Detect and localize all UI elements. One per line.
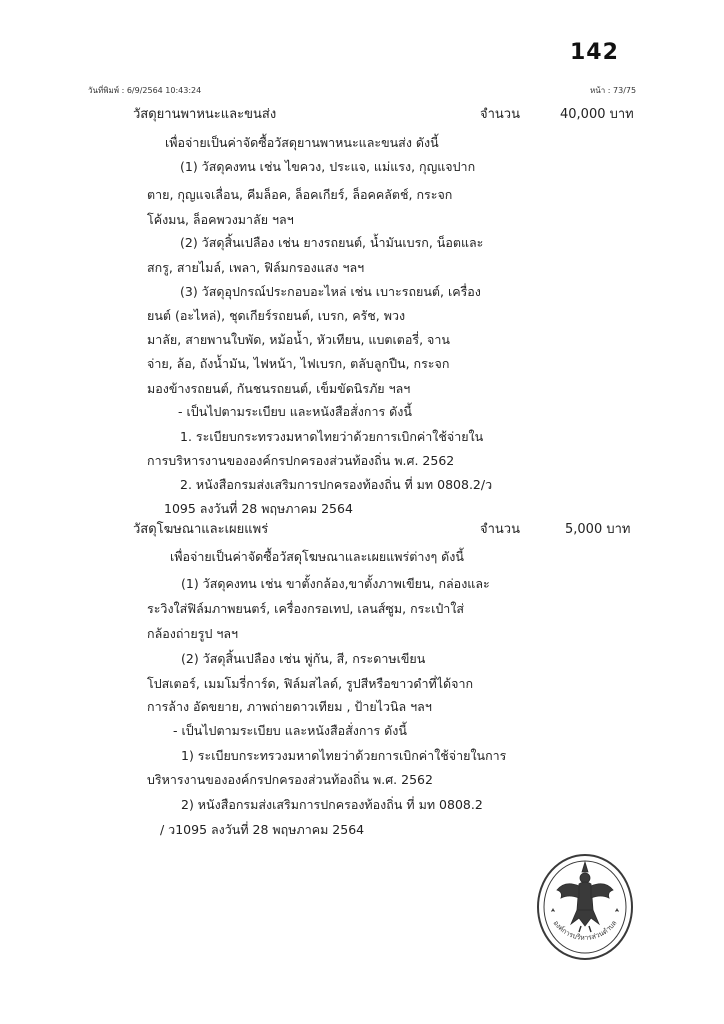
section-2-line: เพื่อจ่ายเป็นค่าจัดซื้อวัสดุโฆษณาและเผยแพร่ต่างๆ ดังนี้ [170, 549, 464, 564]
section-1-line: 1. ระเบียบกระทรวงมหาดไทยว่าด้วยการเบิกค่าใช้จ่ายใน [180, 429, 484, 444]
page-number: 142 [570, 40, 619, 65]
section-1-line: ยนต์ (อะไหล่), ชุดเกียร์รถยนต์, เบรก, ครัช, พวง [147, 308, 406, 323]
section-1-line: ตาย, กุญแจเลื่อน, คีมล็อค, ล็อคเกียร์, ล็อคคลัตช์, กระจก [147, 187, 453, 202]
garuda-emblem-icon [535, 852, 635, 962]
print-date: วันที่พิมพ์ : 6/9/2564 10:43:24 [88, 86, 202, 95]
section-1-line: โค้งมน, ล็อคพวงมาลัย ฯลฯ [147, 212, 294, 227]
section-1-amount-label: จำนวน [480, 107, 520, 122]
official-seal-stamp [535, 852, 635, 962]
section-2-line: (2) วัสดุสิ้นเปลือง เช่น พู่กัน, สี, กระดาษเขียน [181, 651, 426, 666]
section-2-title: วัสดุโฆษณาและเผยแพร่ [133, 522, 269, 537]
section-2-line: - เป็นไปตามระเบียบ และหนังสือสั่งการ ดังนี้ [173, 723, 407, 738]
section-2-line: 1) ระเบียบกระทรวงมหาดไทยว่าด้วยการเบิกค่าใช้จ่ายในการ [181, 748, 507, 763]
section-1-line: (1) วัสดุคงทน เช่น ไขควง, ประแจ, แม่แรง, กุญแจปาก [180, 159, 476, 174]
section-1-line: มองข้างรถยนต์, กันชนรถยนต์, เข็มขัดนิรภัย ฯลฯ [147, 381, 411, 396]
section-1-line: 2. หนังสือกรมส่งเสริมการปกครองท้องถิ่น ที่ มท 0808.2/ว [180, 477, 493, 492]
section-2-line: / ว1095 ลงวันที่ 28 พฤษภาคม 2564 [160, 822, 365, 837]
section-1-line: (3) วัสดุอุปกรณ์ประกอบอะไหล่ เช่น เบาะรถยนต์, เครื่อง [180, 284, 481, 299]
section-1-line: สกรู, สายไมล์, เพลา, ฟิล์มกรองแสง ฯลฯ [147, 260, 365, 275]
section-1-line: จ่าย, ล้อ, ถังน้ำมัน, ไฟหน้า, ไฟเบรก, ตลับลูกปืน, กระจก [147, 356, 450, 371]
section-1-line: การบริหารงานขององค์กรปกครองส่วนท้องถิ่น พ.ศ. 2562 [147, 453, 455, 468]
section-2-line: กล้องถ่ายรูป ฯลฯ [147, 626, 239, 641]
section-2-line: (1) วัสดุคงทน เช่น ขาตั้งกล้อง,ขาตั้งภาพเขียน, กล่องและ [181, 576, 490, 591]
section-2-line: บริหารงานขององค์กรปกครองส่วนท้องถิ่น พ.ศ. 2562 [147, 772, 433, 787]
section-1-amount: 40,000 บาท [560, 107, 634, 122]
section-2-line: โปสเตอร์, เมมโมรี่การ์ด, ฟิล์มสไลด์, รูปสีหรือขาวดำที่ได้จาก [147, 676, 474, 691]
section-1-line: 1095 ลงวันที่ 28 พฤษภาคม 2564 [164, 501, 353, 516]
section-1-line: - เป็นไปตามระเบียบ และหนังสือสั่งการ ดังนี้ [178, 404, 412, 419]
section-2-line: ระวิงใส่ฟิล์มภาพยนตร์, เครื่องกรอเทป, เลนส์ซูม, กระเป๋าใส่ [147, 601, 465, 616]
section-2-amount: 5,000 บาท [565, 522, 631, 537]
section-1-line: (2) วัสดุสิ้นเปลือง เช่น ยางรถยนต์, น้ำมันเบรก, น็อตและ [180, 235, 484, 250]
section-2-amount-label: จำนวน [480, 522, 520, 537]
seal-caption: องค์การบริหารส่วนตำบล [551, 919, 619, 942]
section-2-line: 2) หนังสือกรมส่งเสริมการปกครองท้องถิ่น ที่ มท 0808.2 [181, 797, 483, 812]
section-1-line: มาลัย, สายพานใบพัด, หม้อน้ำ, หัวเทียน, แบตเตอรี่, จาน [147, 332, 450, 347]
page-ref: หน้า : 73/75 [590, 86, 637, 95]
section-2-line: การล้าง อัดขยาย, ภาพถ่ายดาวเทียม , ป้ายไวนิล ฯลฯ [147, 699, 432, 714]
section-1-line: เพื่อจ่ายเป็นค่าจัดซื้อวัสดุยานพาหนะและขนส่ง ดังนี้ [165, 135, 439, 150]
section-1-title: วัสดุยานพาหนะและขนส่ง [133, 107, 277, 122]
